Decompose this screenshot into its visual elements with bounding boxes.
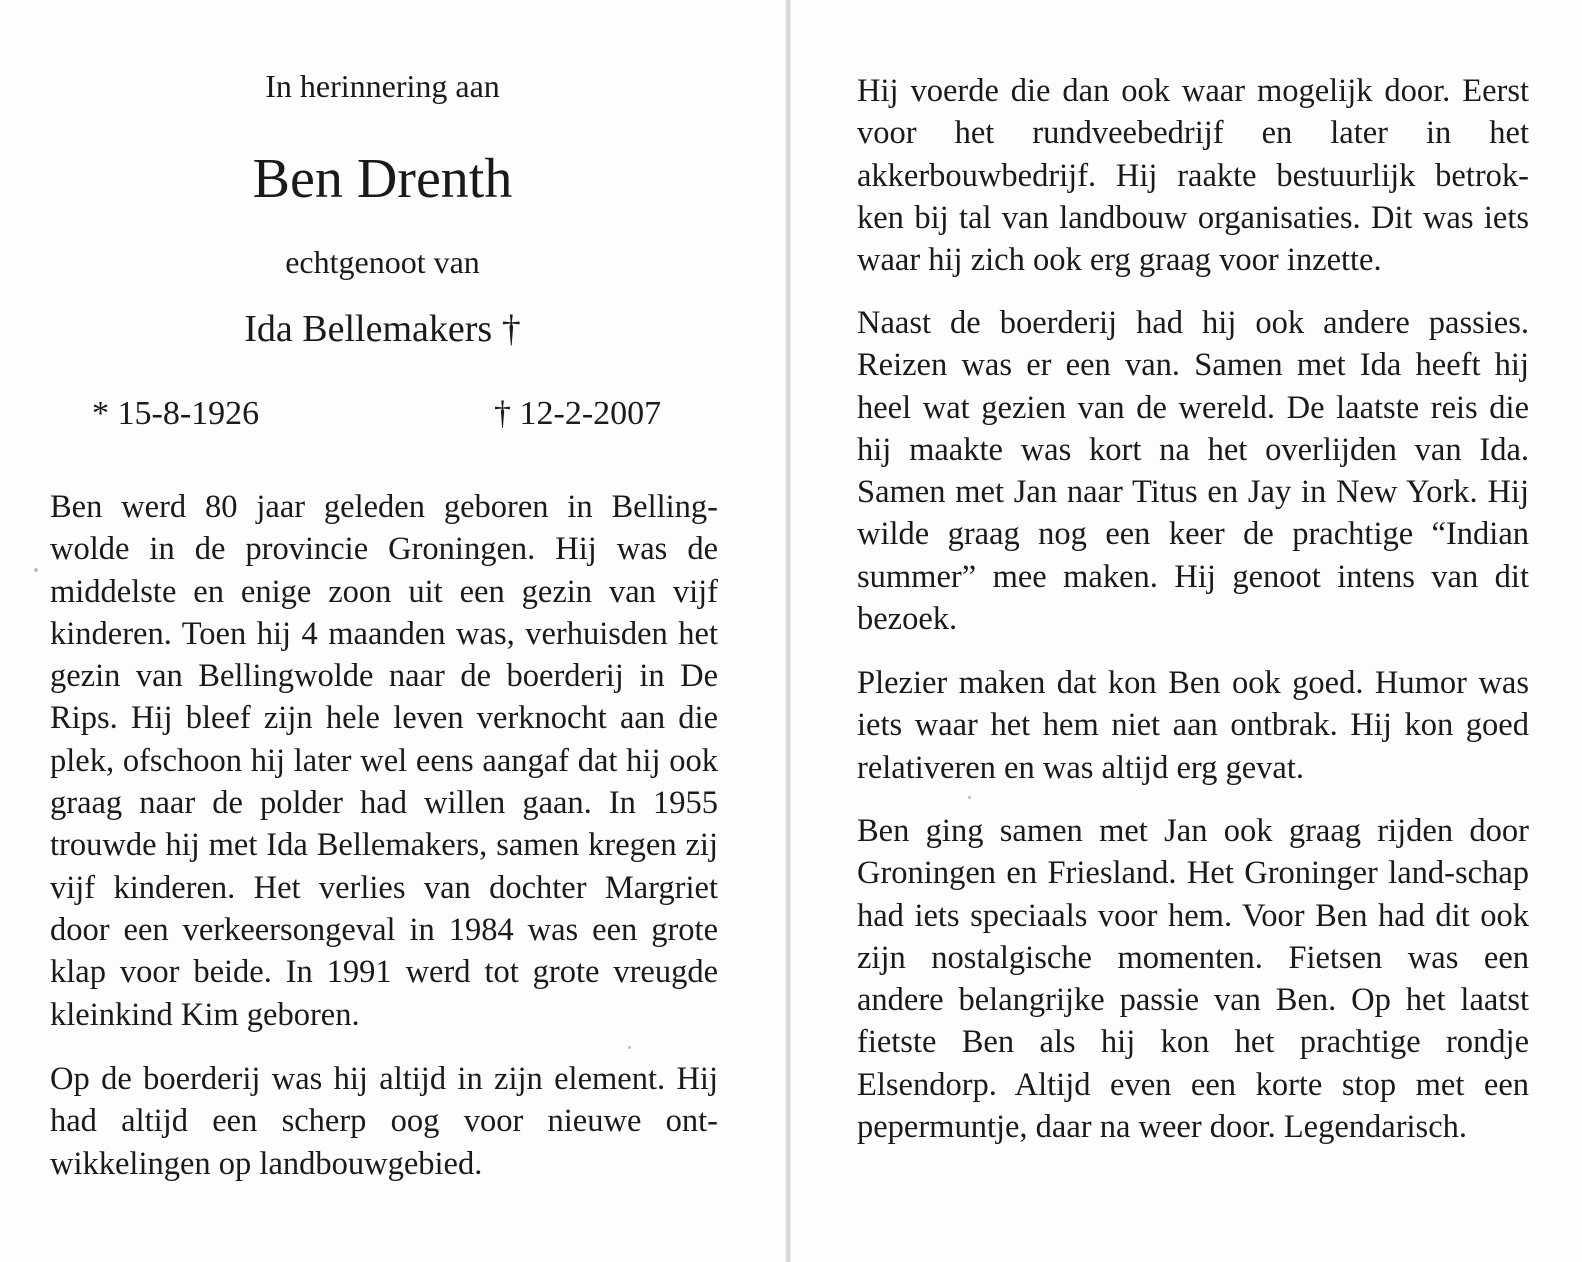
scan-speck [968,796,971,799]
right-paragraph-3 [857,662,1529,789]
card-fold [785,0,791,1262]
left-paragraph-2 [50,1058,718,1185]
death-date: † 12-2-2007 [494,395,662,432]
right-paragraph-1 [857,70,1529,281]
paragraph-text: Plezier maken dat kon Ben ook goed. Humor was iets waar het hem niet aan ontbrak. Hij kon goed relativeren en was altijd erg gevat. [857,665,1529,786]
deceased-name: Ben Drenth [252,148,513,210]
paragraph-text: Naast de boerderij had hij ook andere passies. Reizen was er een van. Samen met Ida heeft hij heel wat gezien van de wereld. De laatste reis die hij maakte was kort na het overlijden van Ida. Samen met Jan naar Titus en Jay in New York. Hij wilde graag nog een keer de prachtige “Indian summer” mee maken. Hij genoot intens van dit bezoek. [857,305,1529,638]
left-paragraph-1 [50,486,718,1036]
paragraph-text: Ben werd 80 jaar geleden geboren in Belling-wolde in de provincie Groningen. Hij was de middelste en enige zoon uit een gezin van vijf kinderen. Toen hij 4 maanden was, verhuisden het gezin van Bellingwolde naar de boerderij in De Rips. Hij bleef zijn hele leven verknocht aan die plek, ofschoon hij later wel eens aangaf dat hij ook graag naar de polder had willen gaan. In 1955 trouwde hij met Ida Bellemakers, samen kregen zij vijf kinderen. Het verlies van dochter Margriet door een verkeersongeval in 1984 was een grote klap voor beide. In 1991 werd tot grote vreugde kleinkind Kim geboren. [50,489,718,1033]
intro-text: In herinnering aan [265,68,500,104]
birth-date: * 15-8-1926 [92,395,260,432]
paragraph-text: Hij voerde die dan ook waar mogelijk door. Eerst voor het rundveebedrijf en later in het akkerbouwbedrijf. Hij raakte bestuurlijk betrok-ken bij tal van landbouw organisaties. Dit was iets waar hij zich ook erg graag voor inzette. [857,73,1529,279]
spouse-label: echtgenoot van [285,244,480,280]
right-paragraph-4 [857,810,1529,1148]
paragraph-text: Op de boerderij was hij altijd in zijn element. Hij had altijd een scherp oog voor nieuwe ont-wikkelingen op landbouwgebied. [50,1061,718,1182]
paragraph-text: Ben ging samen met Jan ook graag rijden door Groningen en Friesland. Het Groninger land-schap had iets speciaals voor hem. Voor Ben had dit ook zijn nostalgische momenten. Fietsen was een andere belangrijke passie van Ben. Op het laatst fietste Ben als hij kon het prachtige rondje Elsendorp. Altijd even een korte stop met een pepermuntje, daar na weer door. Legendarisch. [857,813,1529,1146]
scan-speck [34,568,38,572]
right-paragraph-2 [857,302,1529,640]
spouse-name: Ida Bellemakers † [244,308,521,350]
scan-speck [628,1046,631,1049]
